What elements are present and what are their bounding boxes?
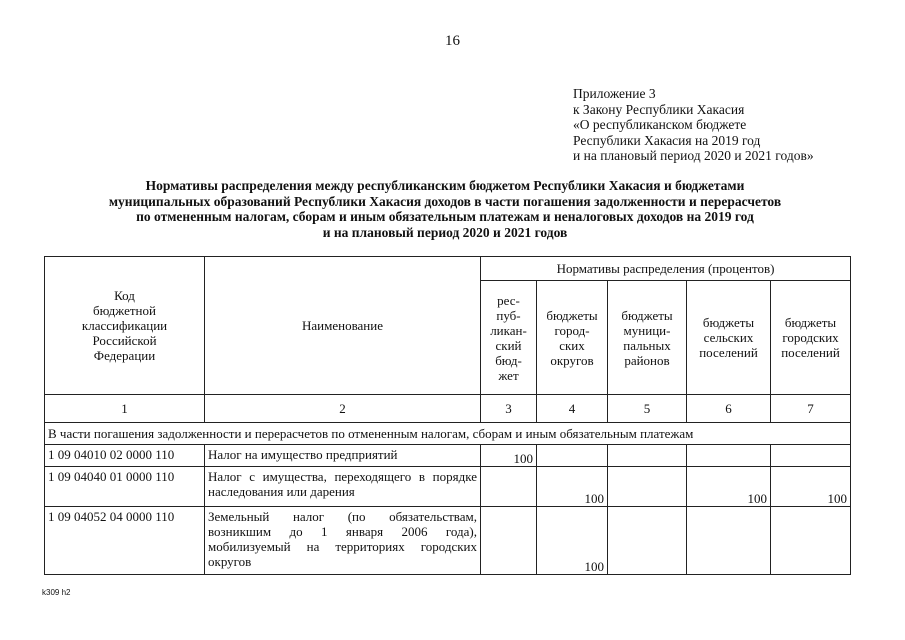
- header-name-text: Наименование: [302, 318, 383, 333]
- header-name: [205, 257, 481, 395]
- header-col-city-districts: [537, 281, 608, 395]
- row-code: 1 09 04010 02 0000 110: [45, 445, 205, 467]
- header-col-rural-settlements: [687, 281, 771, 395]
- row-code: 1 09 04040 01 0000 110: [45, 467, 205, 507]
- column-number: 1: [45, 395, 205, 423]
- row-value: [608, 445, 687, 467]
- title-line: Нормативы распределения между республиканским бюджетом Республики Хакасия и бюджетами: [145, 178, 745, 193]
- title-line: муниципальных образований Республики Хакасия доходов в части погашения задолженности и перерасчетов: [108, 193, 782, 209]
- table-row: [45, 467, 851, 507]
- header-code-text: Код бюджетной классификации Российской Федерации: [81, 288, 168, 363]
- row-value: 100: [537, 467, 608, 507]
- column-number: 4: [537, 395, 608, 423]
- header-group: [481, 257, 851, 281]
- row-value: 100: [771, 467, 851, 507]
- header-col-text: рес- пуб- ликан- ский бюд- жет: [490, 292, 527, 383]
- appendix-line: «О республиканском бюджете: [573, 117, 747, 132]
- header-col-text: бюджеты муници- пальных районов: [621, 307, 673, 368]
- table-row: [45, 507, 851, 575]
- section-title: В части погашения задолженности и перерасчетов по отмененным налогам, сборам и иным обязательным платежам: [45, 423, 851, 445]
- row-value: [608, 467, 687, 507]
- header-group-text: Нормативы распределения (процентов): [556, 261, 775, 276]
- document-title: [60, 178, 830, 240]
- row-value: [481, 507, 537, 575]
- table-row: [45, 445, 851, 467]
- header-col-text: бюджеты сельских поселений: [699, 315, 758, 360]
- row-value: [687, 445, 771, 467]
- appendix-line: Республики Хакасия на 2019 год: [573, 132, 761, 148]
- row-value: 100: [687, 467, 771, 507]
- distribution-table: [44, 256, 851, 575]
- header-col-text: бюджеты городских поселений: [781, 315, 840, 360]
- title-line: по отмененным налогам, сборам и иным обязательным платежам и неналоговых доходов на 2019 год: [136, 209, 754, 224]
- row-value: [537, 445, 608, 467]
- column-number: 6: [687, 395, 771, 423]
- row-code: 1 09 04052 04 0000 110: [45, 507, 205, 575]
- page-number: 16: [445, 33, 460, 49]
- header-col-municipal-districts: [608, 281, 687, 395]
- title-line: и на плановый период 2020 и 2021 годов: [322, 224, 568, 240]
- appendix-line: и на плановый период 2020 и 2021 годов»: [573, 148, 814, 163]
- row-value: [481, 467, 537, 507]
- row-name: Земельный налог (по обязательствам, возникшим до 1 января 2006 года), мобилизуемый на территориях городских округов: [205, 507, 481, 575]
- appendix-line: к Закону Республики Хакасия: [573, 101, 745, 117]
- column-number: 7: [771, 395, 851, 423]
- row-name: Налог с имущества, переходящего в порядке наследования или дарения: [205, 467, 481, 507]
- row-value: [608, 507, 687, 575]
- header-col-urban-settlements: [771, 281, 851, 395]
- column-number: 5: [608, 395, 687, 423]
- appendix-block: [573, 86, 814, 164]
- appendix-line: Приложение 3: [573, 86, 656, 101]
- row-value: [687, 507, 771, 575]
- row-value: [771, 445, 851, 467]
- header-code: [45, 257, 205, 395]
- header-col-republic: [481, 281, 537, 395]
- footer-code: k309 h2: [42, 588, 71, 597]
- column-number: 2: [205, 395, 481, 423]
- row-name: Налог на имущество предприятий: [205, 445, 481, 467]
- row-value: 100: [481, 445, 537, 467]
- row-value: [771, 507, 851, 575]
- column-number: 3: [481, 395, 537, 423]
- row-value: 100: [537, 507, 608, 575]
- header-col-text: бюджеты город- ских округов: [546, 307, 598, 368]
